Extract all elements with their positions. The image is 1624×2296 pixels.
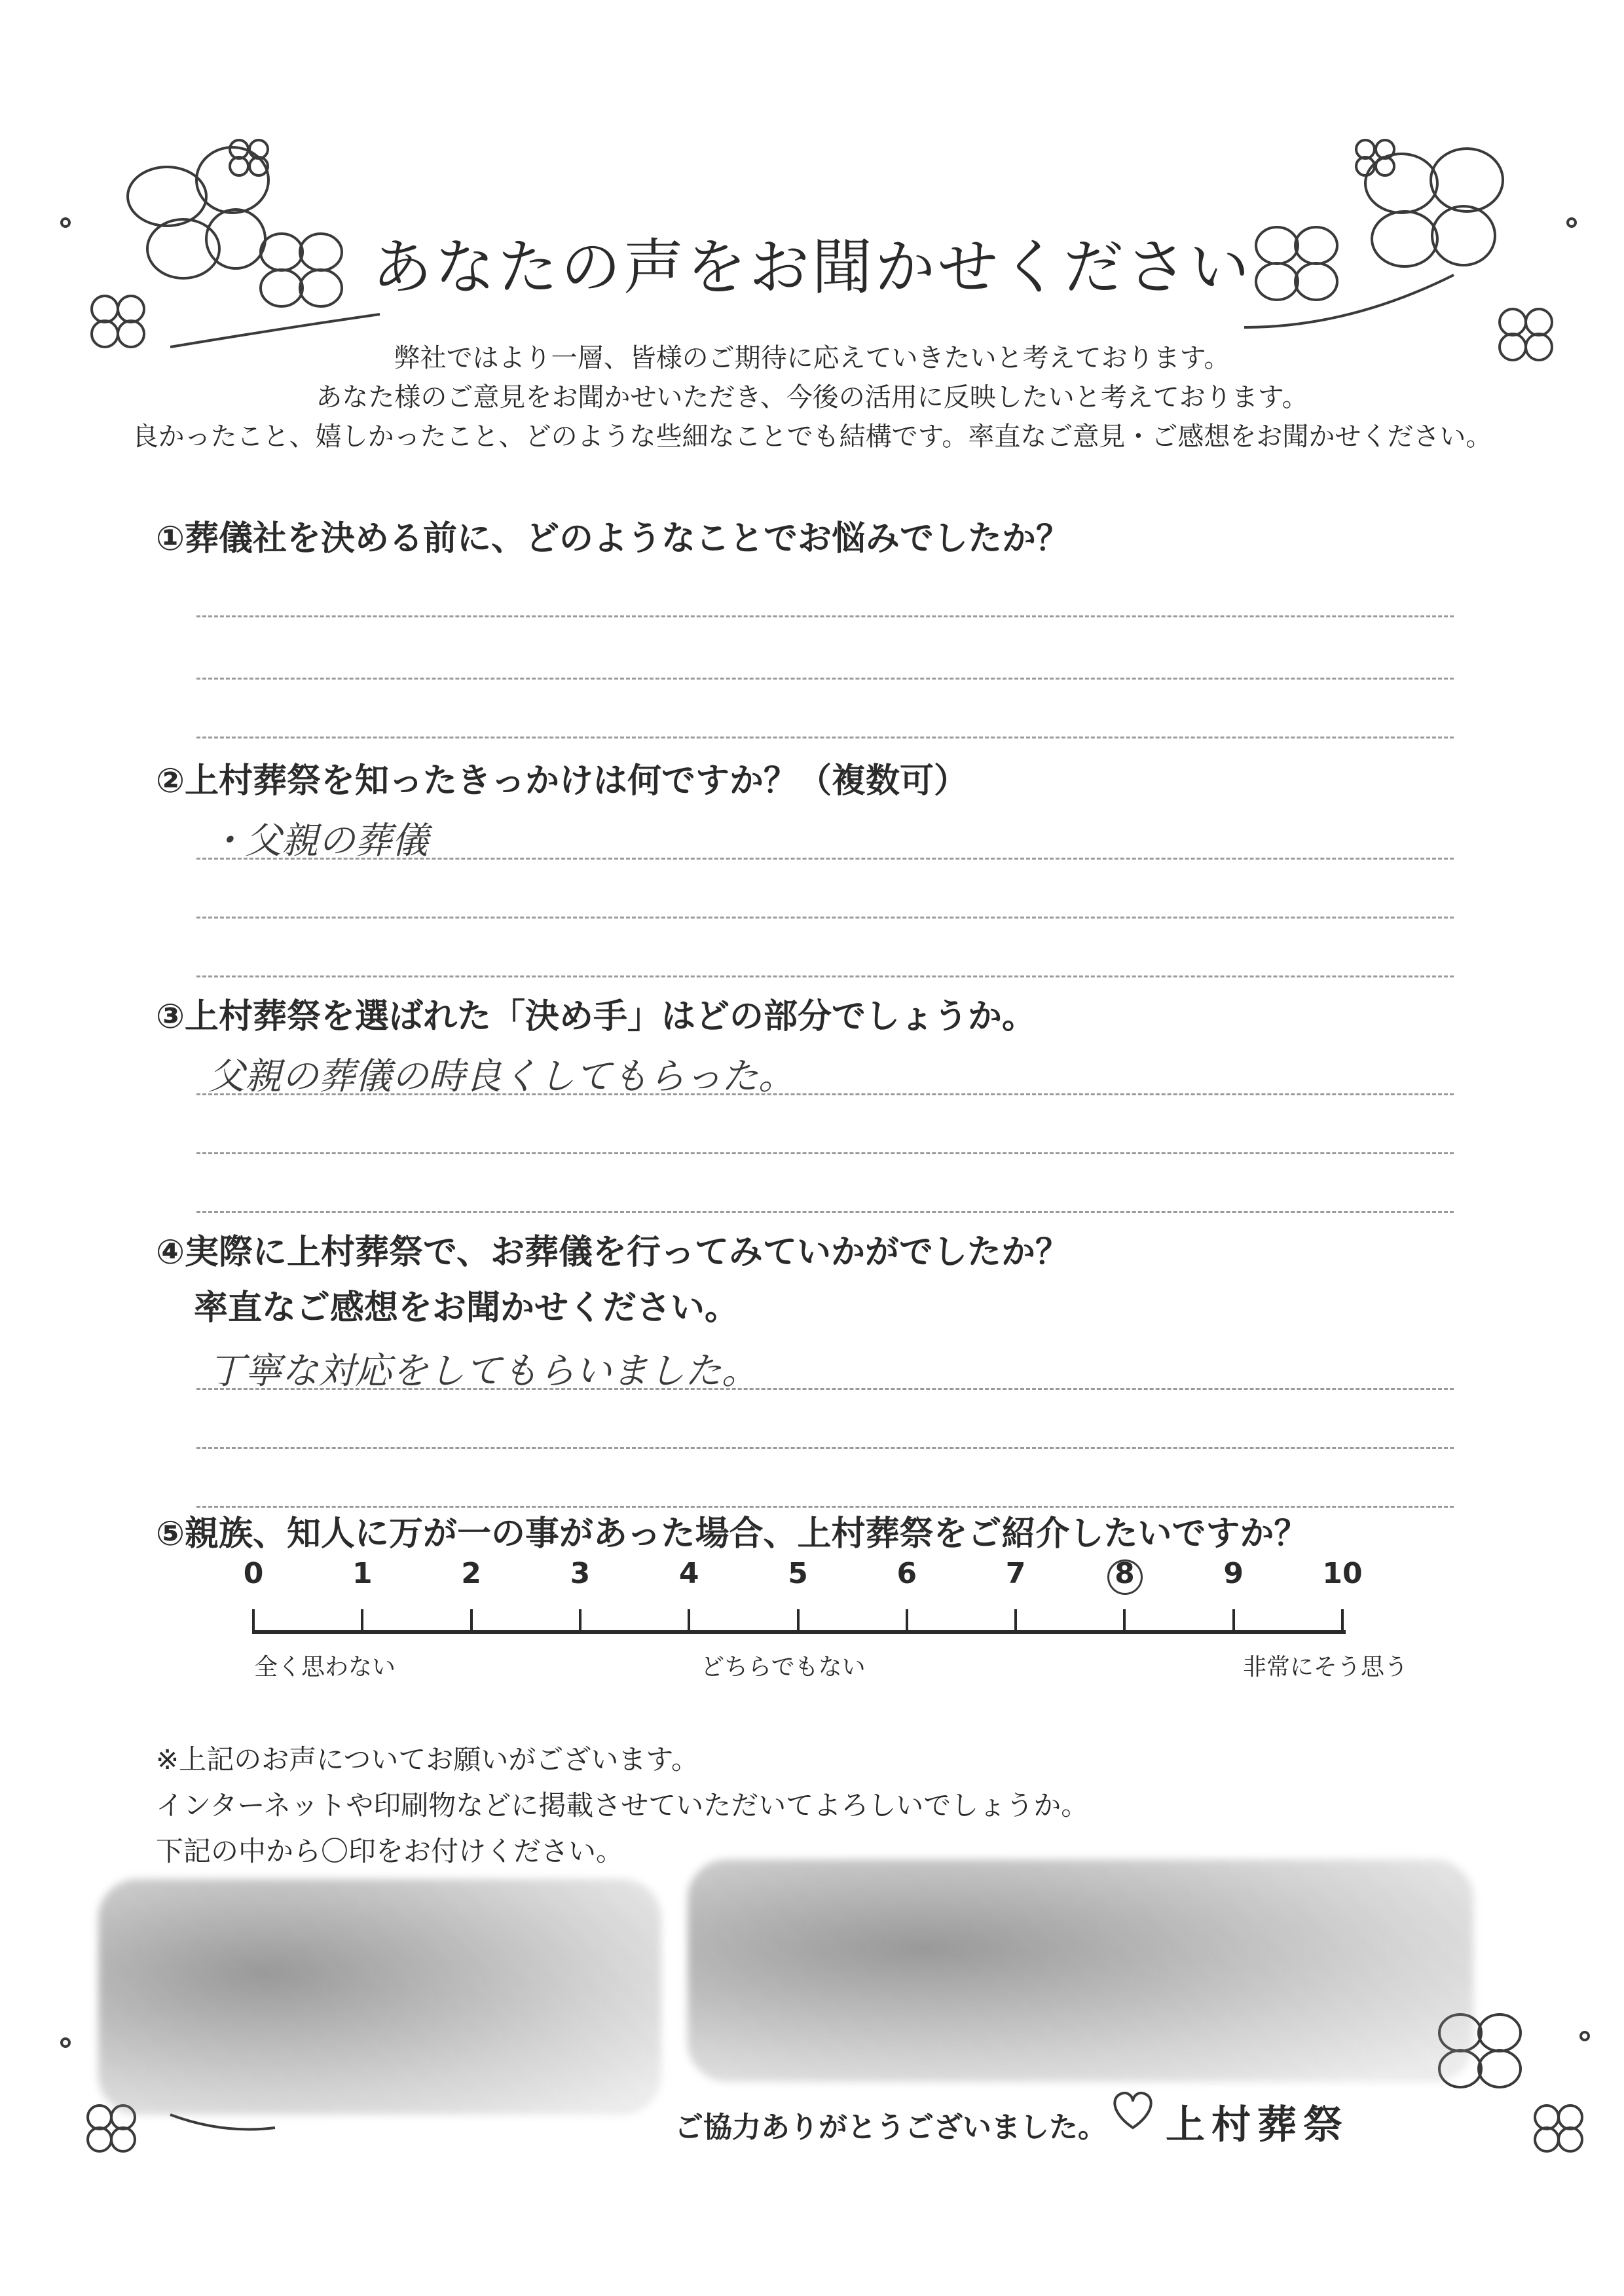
scale-tick xyxy=(361,1609,363,1633)
intro-line-2: あなた様のご意見をお聞かせいただき、今後の活用に反映したいと考えております。 xyxy=(316,382,1308,412)
question-2-label: ②上村葬祭を知ったきっかけは何ですか？（複数可） xyxy=(156,761,969,801)
scale-tick xyxy=(1014,1609,1017,1633)
scale-number-10[interactable]: 10 xyxy=(1322,1557,1363,1590)
consent-note-line-1: ※上記のお声についてお願いがございます。 xyxy=(156,1743,699,1776)
scale-number-3[interactable]: 3 xyxy=(570,1557,591,1590)
scale-number-7[interactable]: 7 xyxy=(1005,1557,1026,1590)
answer-line xyxy=(196,1211,1454,1213)
scale-tick xyxy=(252,1609,255,1633)
question-5-label: ⑤親族、知人に万が一の事があった場合、上村葬祭をご紹介したいですか？ xyxy=(156,1514,1308,1554)
intro-line-3: 良かったこと、嬉しかったこと、どのような些細なことでも結構です。率直なご意見・ご感想をお聞かせください。 xyxy=(132,422,1492,452)
question-4-answer[interactable]: 丁寧な対応をしてもらいました。 xyxy=(208,1350,758,1393)
scale-number-9[interactable]: 9 xyxy=(1223,1557,1244,1590)
heart-logo-icon xyxy=(1107,2082,1159,2134)
selected-rating-circle xyxy=(1107,1559,1143,1595)
scale-number-0[interactable]: 0 xyxy=(243,1557,264,1590)
answer-line xyxy=(196,737,1454,738)
question-3-label: ③上村葬祭を選ばれた「決め手」はどの部分でしょうか。 xyxy=(156,997,1037,1036)
consent-note-line-3: 下記の中から〇印をお付けください。 xyxy=(156,1835,624,1867)
answer-line xyxy=(196,975,1454,977)
intro-line-1: 弊社ではより一層、皆様のご期待に応えていきたいと考えております。 xyxy=(394,343,1230,373)
scale-number-2[interactable]: 2 xyxy=(461,1557,481,1590)
page-title: あなたの声をお聞かせください xyxy=(371,232,1252,302)
scale-tick xyxy=(470,1609,473,1633)
question-2-answer[interactable]: ・父親の葬儀 xyxy=(208,820,428,862)
scale-tick xyxy=(797,1609,800,1633)
scale-number-6[interactable]: 6 xyxy=(896,1557,917,1590)
question-4-label: ④実際に上村葬祭で、お葬儀を行ってみていかがでしたか？ xyxy=(156,1233,1069,1272)
scale-label-mid: どちらでもない xyxy=(701,1654,866,1681)
scale-tick xyxy=(688,1609,690,1633)
scale-number-8[interactable]: 8 xyxy=(1115,1557,1135,1590)
scale-tick xyxy=(1123,1609,1126,1633)
answer-line xyxy=(196,917,1454,919)
scale-label-low: 全く思わない xyxy=(254,1654,396,1681)
answer-line xyxy=(196,1447,1454,1449)
scale-label-high: 非常にそう思う xyxy=(1243,1654,1409,1681)
scale-tick xyxy=(1341,1609,1344,1633)
scale-tick xyxy=(906,1609,908,1633)
question-4-label-line-2: 率直なご感想をお聞かせください。 xyxy=(194,1288,739,1328)
scale-number-5[interactable]: 5 xyxy=(788,1557,808,1590)
company-logo: 上村葬祭 xyxy=(1166,2102,1349,2148)
scale-number-4[interactable]: 4 xyxy=(678,1557,699,1590)
answer-line xyxy=(196,858,1454,860)
scale-tick xyxy=(579,1609,581,1633)
consent-note-line-2: インターネットや印刷物などに掲載させていただいてよろしいでしょうか。 xyxy=(156,1789,1089,1821)
question-1-label: ①葬儀社を決める前に、どのようなことでお悩みでしたか？ xyxy=(156,519,1071,558)
answer-line xyxy=(196,615,1454,617)
answer-line xyxy=(196,1093,1454,1095)
answer-line xyxy=(196,1152,1454,1154)
thanks-message: ご協力ありがとうございました。 xyxy=(674,2111,1107,2144)
redacted-consent-options-right xyxy=(688,1859,1473,2082)
answer-line xyxy=(196,678,1454,680)
scale-tick xyxy=(1232,1609,1235,1633)
redacted-consent-options-left xyxy=(98,1879,661,2115)
scale-number-1[interactable]: 1 xyxy=(352,1557,373,1590)
question-3-answer[interactable]: 父親の葬儀の時良くしてもらった。 xyxy=(208,1055,795,1098)
answer-line xyxy=(196,1388,1454,1390)
